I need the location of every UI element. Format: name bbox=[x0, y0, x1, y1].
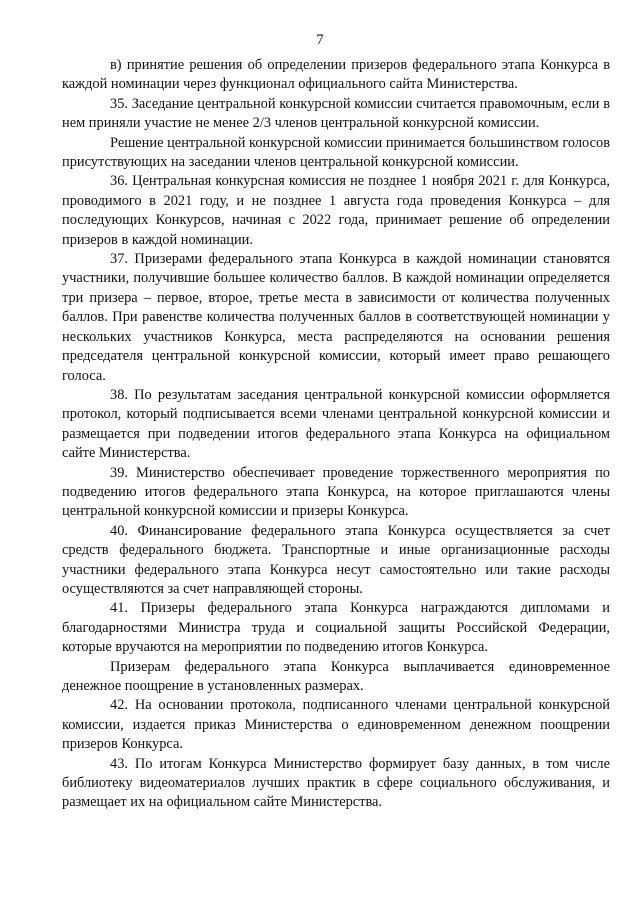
document-body bbox=[62, 56, 610, 813]
paragraph-41: 41. Призеры федерального этапа Конкурса награждаются дипломами и благодарностями Министра труда и социальной защиты Российской Федерации, которые вручаются на мероприятии по подведению итогов Конкурса. bbox=[62, 600, 610, 656]
paragraph-36: 36. Центральная конкурсная комиссия не позднее 1 ноября 2021 г. для Конкурса, проводимого в 2021 году, и не позднее 1 августа года проведения Конкурса – для последующих Конкурсов, начиная с 2022 года, принимает решение об определении призеров в каждой номинации. bbox=[62, 173, 610, 248]
paragraph-39: 39. Министерство обеспечивает проведение торжественного мероприятия по подведению итогов федерального этапа Конкурса, на которое приглашаются члены центральной конкурсной комиссии и призеры Конкурса. bbox=[62, 464, 610, 520]
paragraph-42: 42. На основании протокола, подписанного членами центральной конкурсной комиссии, издается приказ Министерства о единовременном денежном поощрении призеров Конкурса. bbox=[62, 697, 610, 753]
paragraph-41-payment: Призерам федерального этапа Конкурса выплачивается единовременное денежное поощрение в установленных размерах. bbox=[62, 658, 610, 694]
paragraph-35-decision: Решение центральной конкурсной комиссии принимается большинством голосов присутствующих на заседании членов центральной конкурсной комиссии. bbox=[62, 134, 610, 171]
paragraph-38: 38. По результатам заседания центральной конкурсной комиссии оформляется протокол, который подписывается всеми членами центральной конкурсной комиссии и размещается при подведении итогов федерального этапа Конкурса на официальном сайте Министерства. bbox=[62, 386, 610, 462]
paragraph-43: 43. По итогам Конкурса Министерство формирует базу данных, в том числе библиотеку видеоматериалов лучших практик в сфере социального обслуживания, и размещает их на официальном сайте Министерства. bbox=[62, 755, 610, 811]
paragraph-37: 37. Призерами федерального этапа Конкурса в каждой номинации становятся участники, получившие большее количество баллов. В каждой номинации определяется три призера – первое, второе, третье места в зависимости от количества полученных баллов. При равенстве количества полученных баллов в соответствующей номинации у нескольких участников Конкурса, места распределяются на основании решения председателя центральной конкурсной комиссии, который имеет право решающего голоса. bbox=[62, 251, 610, 384]
paragraph-35: 35. Заседание центральной конкурсной комиссии считается правомочным, если в нем приняли участие не менее 2/3 членов центральной конкурсной комиссии. bbox=[62, 95, 610, 132]
paragraph-40: 40. Финансирование федерального этапа Конкурса осуществляется за счет средств федерального бюджета. Транспортные и иные организационные расходы участники федерального этапа Конкурса несут самостоятельно или такие расходы осуществляются за счет направляющей стороны. bbox=[62, 522, 610, 597]
page-number: 7 bbox=[316, 32, 324, 48]
paragraph-v: в) принятие решения об определении призеров федерального этапа Конкурса в каждой номинации через функционал официального сайта Министерства. bbox=[62, 57, 610, 93]
